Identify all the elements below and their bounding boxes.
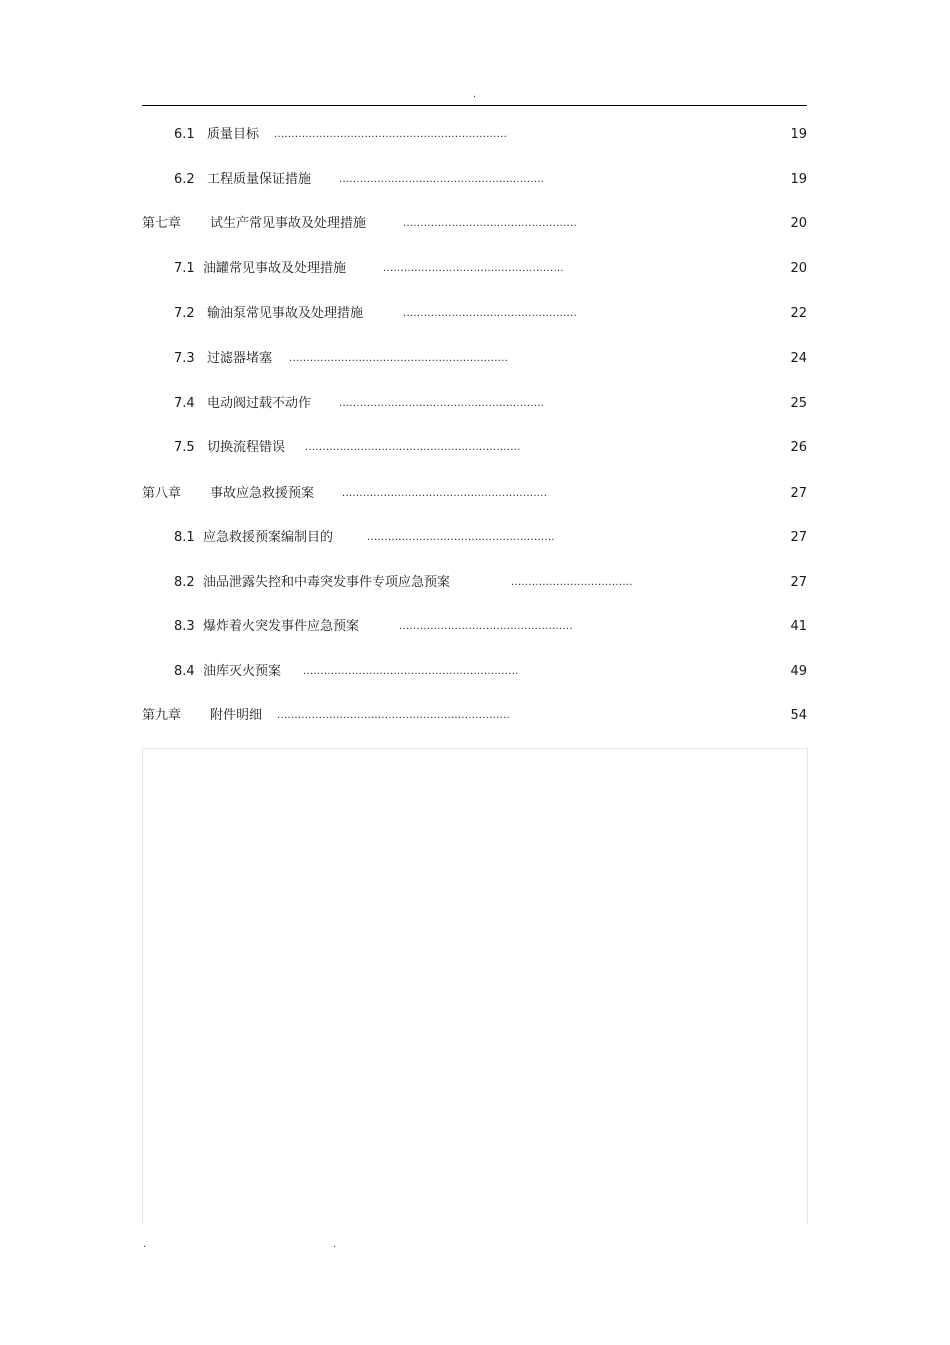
toc-title: 过滤器堵塞 bbox=[207, 351, 273, 366]
toc-row-6-2[interactable] bbox=[142, 170, 807, 190]
toc-leader: ............................................................... bbox=[289, 353, 509, 364]
toc-title: 质量目标 bbox=[207, 127, 260, 142]
toc-leader: .............................................................. bbox=[305, 442, 521, 453]
toc-row-chapter-9[interactable] bbox=[142, 706, 807, 726]
toc-row-chapter-8[interactable] bbox=[142, 484, 807, 504]
toc-title: 工程质量保证措施 bbox=[207, 172, 312, 187]
toc-page: 19 bbox=[790, 127, 807, 142]
toc-row-7-4[interactable] bbox=[142, 394, 807, 414]
toc-leader: .............................................................. bbox=[303, 666, 519, 677]
toc-title: 应急救援预案编制目的 bbox=[203, 530, 334, 545]
toc-number: 8.3 bbox=[174, 619, 195, 634]
toc-row-7-1[interactable] bbox=[142, 259, 807, 279]
toc-title: 油罐常见事故及处理措施 bbox=[203, 261, 347, 276]
toc-number: 7.3 bbox=[174, 351, 195, 366]
toc-number: 第八章 bbox=[142, 486, 182, 501]
blank-page-frame bbox=[142, 748, 808, 1224]
toc-page: 19 bbox=[790, 172, 807, 187]
toc-number: 7.1 bbox=[174, 261, 195, 276]
toc-page: 27 bbox=[790, 530, 807, 545]
toc-leader: ................................................................... bbox=[274, 129, 508, 140]
toc-title: 切换流程错误 bbox=[207, 440, 286, 455]
toc-page: 26 bbox=[790, 440, 807, 455]
toc-row-7-3[interactable] bbox=[142, 349, 807, 369]
toc-leader: ........................................................... bbox=[339, 174, 545, 185]
toc-number: 第七章 bbox=[142, 216, 182, 231]
toc-page: 27 bbox=[790, 575, 807, 590]
toc-number: 8.4 bbox=[174, 664, 195, 679]
toc-page: 22 bbox=[790, 306, 807, 321]
footer-right-mark: . bbox=[333, 1239, 337, 1250]
toc-number: 6.1 bbox=[174, 127, 195, 142]
toc-leader: ................................................................... bbox=[277, 710, 511, 721]
toc-leader: ................................... bbox=[511, 577, 633, 588]
toc-page: 49 bbox=[790, 664, 807, 679]
toc-row-7-5[interactable] bbox=[142, 438, 807, 458]
toc-number: 7.4 bbox=[174, 396, 195, 411]
toc-leader: ...................................................... bbox=[367, 532, 555, 543]
toc-leader: .................................................. bbox=[403, 308, 577, 319]
toc-leader: .................................................. bbox=[403, 218, 577, 229]
toc-row-8-2[interactable] bbox=[142, 573, 807, 593]
toc-title: 试生产常见事故及处理措施 bbox=[210, 216, 367, 231]
toc-title: 爆炸着火突发事件应急预案 bbox=[203, 619, 360, 634]
toc-number: 第九章 bbox=[142, 708, 182, 723]
toc-title: 油库灭火预案 bbox=[203, 664, 282, 679]
toc-title: 输油泵常见事故及处理措施 bbox=[207, 306, 364, 321]
toc-title: 事故应急救援预案 bbox=[210, 486, 315, 501]
toc-row-chapter-7[interactable] bbox=[142, 214, 807, 234]
toc-row-8-3[interactable] bbox=[142, 617, 807, 637]
toc-leader: ........................................................... bbox=[342, 488, 548, 499]
toc-row-8-1[interactable] bbox=[142, 528, 807, 548]
toc-page: 20 bbox=[790, 216, 807, 231]
toc-page: 25 bbox=[790, 396, 807, 411]
toc-title: 油品泄露失控和中毒突发事件专项应急预案 bbox=[203, 575, 451, 590]
toc-page: 20 bbox=[790, 261, 807, 276]
header-mark: . bbox=[473, 89, 477, 100]
toc-row-6-1[interactable] bbox=[142, 125, 807, 145]
footer-left-mark: . bbox=[143, 1239, 147, 1250]
toc-page: 54 bbox=[790, 708, 807, 723]
toc-page: 27 bbox=[790, 486, 807, 501]
toc-number: 6.2 bbox=[174, 172, 195, 187]
toc-title: 电动阀过载不动作 bbox=[207, 396, 312, 411]
toc-leader: .................................................. bbox=[399, 621, 573, 632]
toc-leader: .................................................... bbox=[383, 263, 564, 274]
toc-number: 8.2 bbox=[174, 575, 195, 590]
toc-number: 7.2 bbox=[174, 306, 195, 321]
toc-leader: ........................................................... bbox=[339, 398, 545, 409]
toc-row-8-4[interactable] bbox=[142, 662, 807, 682]
header-rule bbox=[142, 105, 807, 106]
toc-page: 41 bbox=[790, 619, 807, 634]
toc-number: 8.1 bbox=[174, 530, 195, 545]
toc-page: 24 bbox=[790, 351, 807, 366]
toc-title: 附件明细 bbox=[210, 708, 263, 723]
toc-row-7-2[interactable] bbox=[142, 304, 807, 324]
toc-number: 7.5 bbox=[174, 440, 195, 455]
